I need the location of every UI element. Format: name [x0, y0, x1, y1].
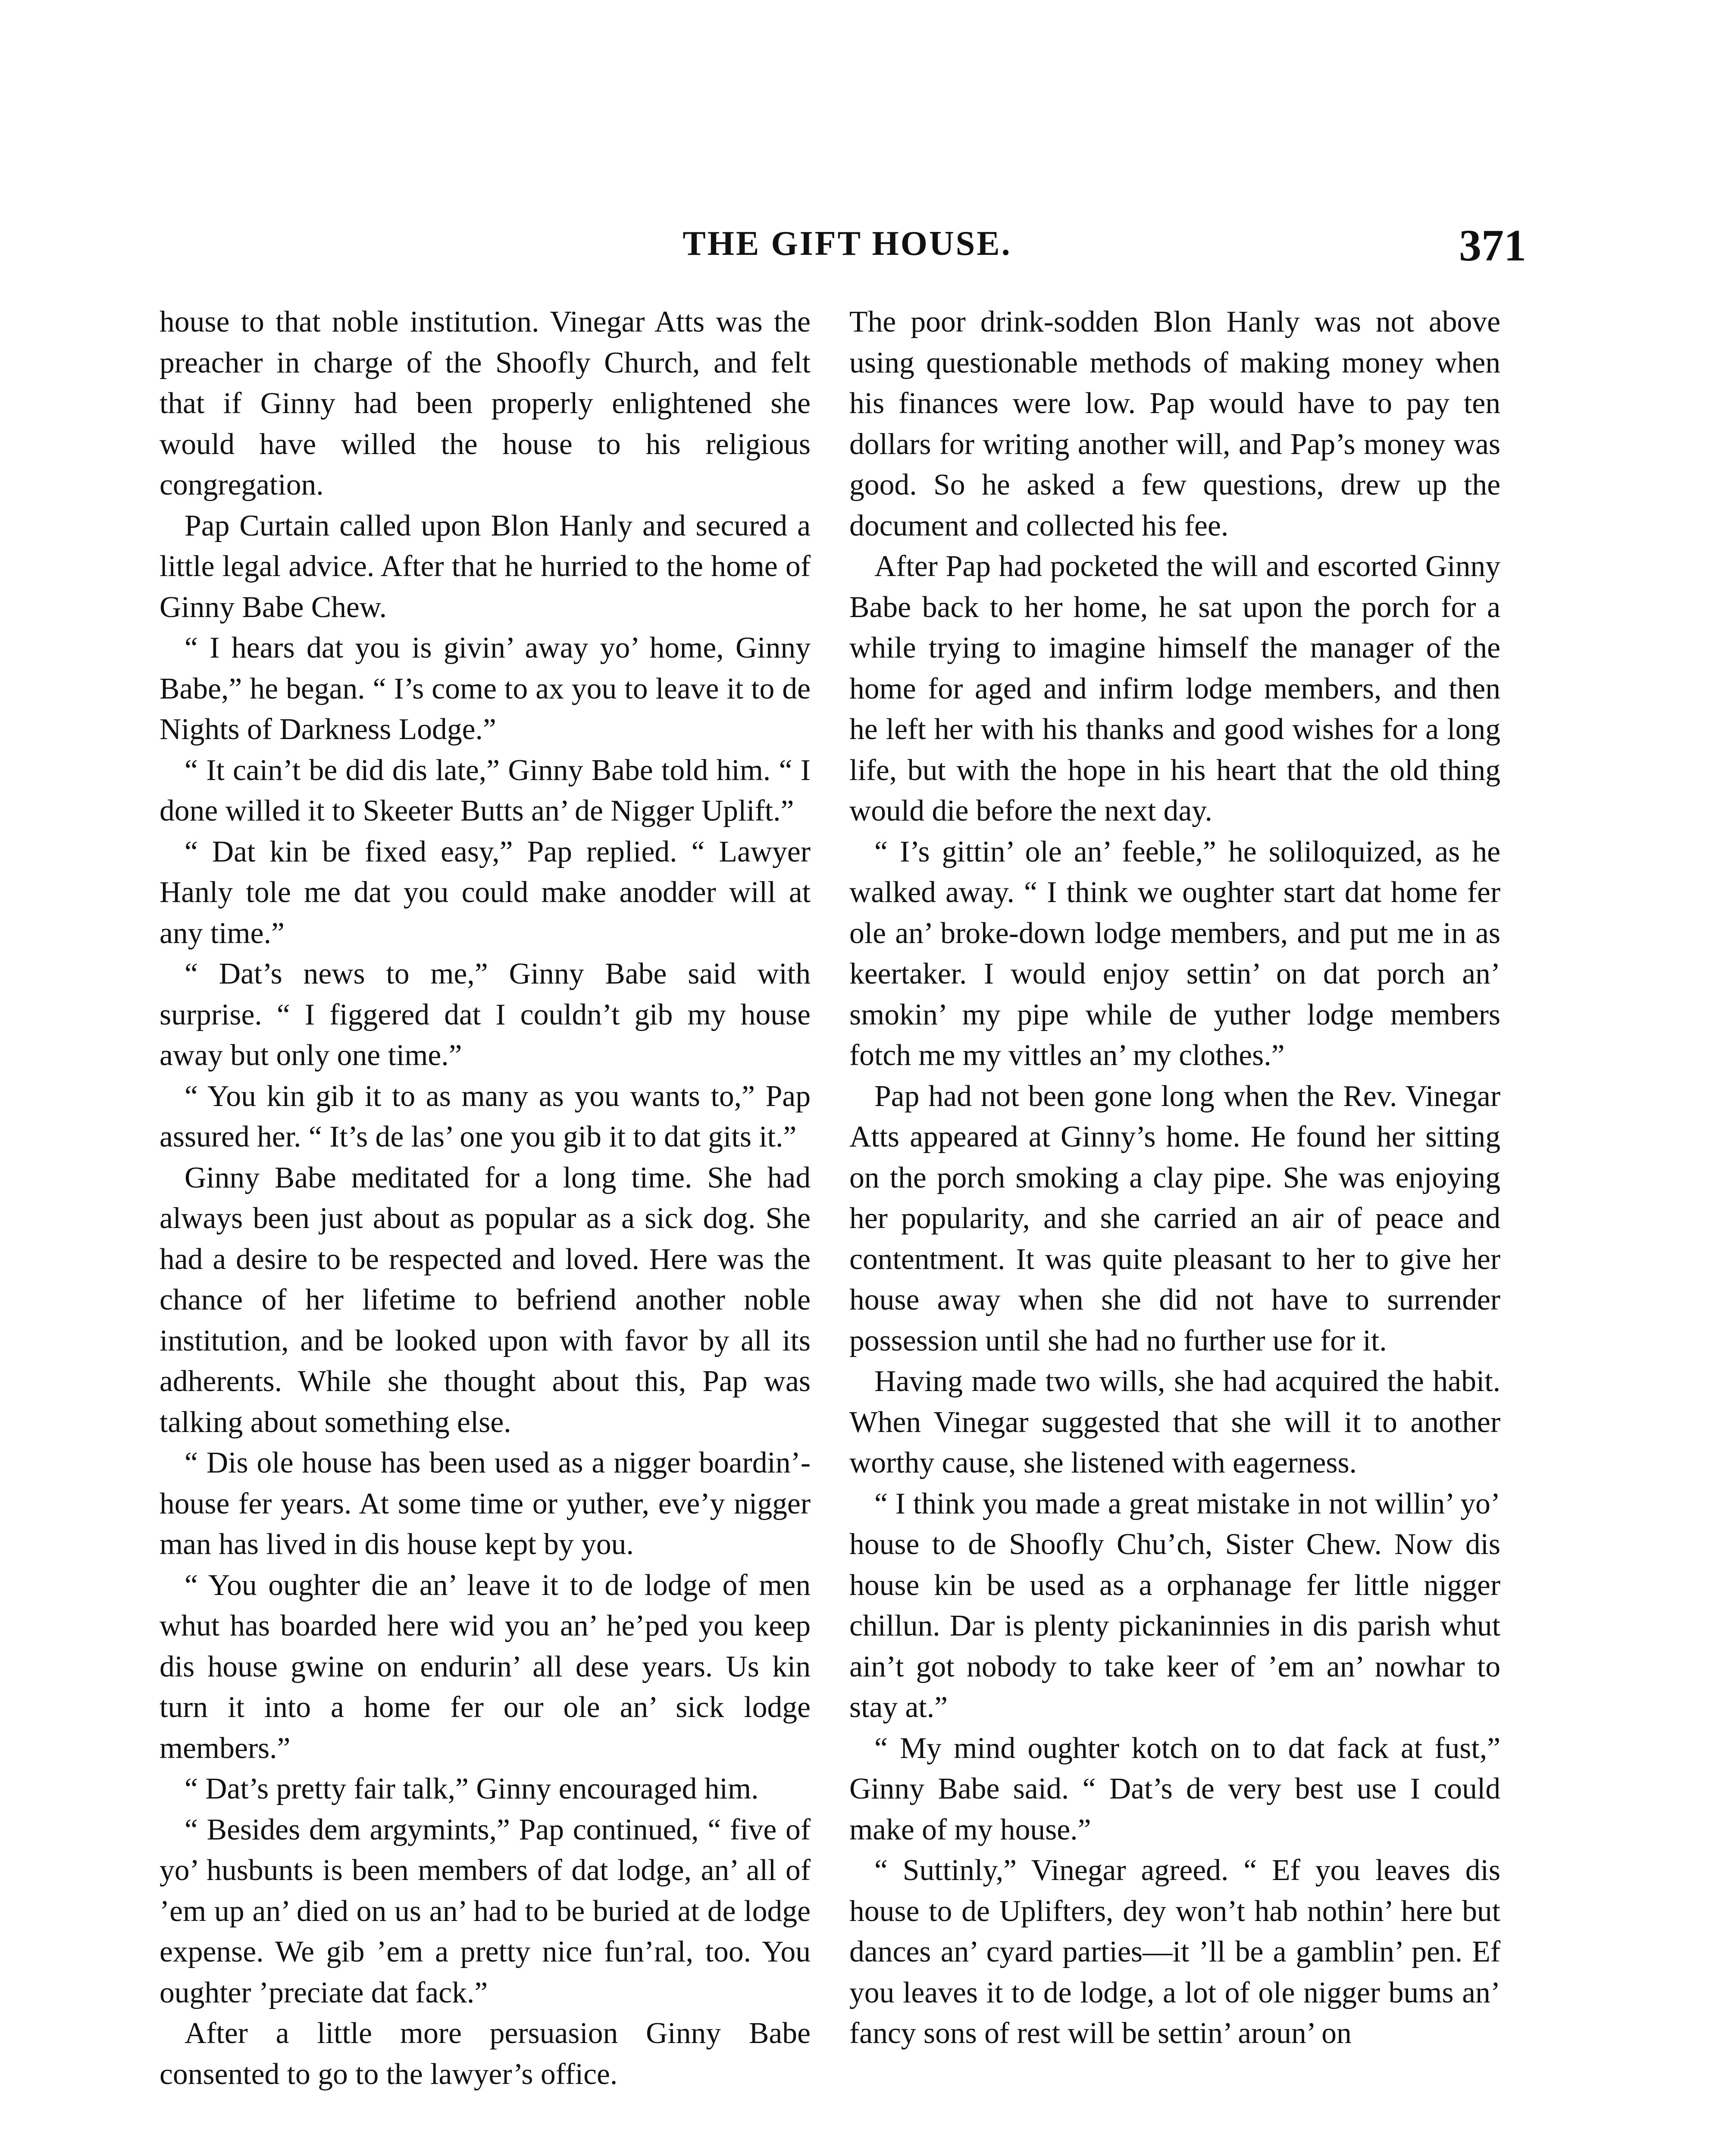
right-column [849, 302, 1500, 2156]
running-title: THE GIFT HOUSE. [683, 225, 1012, 263]
paragraph: “ I’s gittin’ ole an’ feeble,” he soliloquized, as he walked away. “ I think we oughter start dat home fer ole an’ broke-down lodge members, and put me in as keertaker. I would enjoy settin’ on dat porch an’ smokin’ my pipe while de yuther lodge members fotch me my vittles an’ my clothes.” [849, 835, 1500, 1072]
paragraph: Having made two wills, she had acquired the habit. When Vinegar suggested that she will it to another worthy cause, she listened with eagerness. [849, 1365, 1500, 1479]
paragraph: Ginny Babe meditated for a long time. She had always been just about as popular as a sick dog. She had a desire to be respected and loved. Here was the chance of her lifetime to befriend another noble institution, and be looked upon with favor by all its adherents. While she thought about this, Pap was talking about something else. [160, 1161, 811, 1439]
page-number: 371 [1459, 221, 1526, 270]
paragraph: “ Besides dem argymints,” Pap continued, “ five of yo’ husbunts is been members of dat lodge, an’ all of ’em up an’ died on us an’ had to be buried at de lodge expense. We gib ’em a pretty nice fun’ral, too. You oughter ’preciate dat fack.” [160, 1813, 811, 2009]
paragraph: “ Dat kin be fixed easy,” Pap replied. “ Lawyer Hanly tole me dat you could make anodder will at any time.” [160, 835, 811, 950]
paragraph: “ Dat’s pretty fair talk,” Ginny encouraged him. [185, 1772, 759, 1805]
paragraph: Pap Curtain called upon Blon Hanly and secured a little legal advice. After that he hurried to the home of Ginny Babe Chew. [160, 509, 811, 624]
paragraph: “ Dis ole house has been used as a nigger boardin’-house fer years. At some time or yuther, eve’y nigger man has lived in dis house kept by you. [160, 1446, 811, 1561]
paragraph: “ You kin gib it to as many as you wants to,” Pap assured her. “ It’s de las’ one you gib it to dat gits it.” [160, 1079, 811, 1153]
paragraph: Pap had not been gone long when the Rev. Vinegar Atts appeared at Ginny’s home. He found her sitting on the porch smoking a clay pipe. She was enjoying her popularity, and she carried an air of peace and contentment. It was quite pleasant to her to give her house away when she did not have to surrender possession until she had no further use for it. [849, 1079, 1500, 1357]
running-header [168, 221, 1526, 285]
paragraph: “ It cain’t be did dis late,” Ginny Babe told him. “ I done willed it to Skeeter Butts an’ de Nigger Uplift.” [160, 753, 811, 827]
paragraph: house to that noble institution. Vinegar Atts was the preacher in charge of the Shoofly Church, and felt that if Ginny had been properly enlightened she would have willed the house to his religious congregation. [160, 305, 811, 501]
paragraph: “ I think you made a great mistake in not willin’ yo’ house to de Shoofly Chu’ch, Sister Chew. Now dis house kin be used as a orphanage fer little nigger chillun. Dar is plenty pickaninnies in dis parish whut ain’t got nobody to take keer of ’em an’ nowhar to stay at.” [849, 1487, 1500, 1724]
paragraph: The poor drink-sodden Blon Hanly was not above using questionable methods of making money when his finances were low. Pap would have to pay ten dollars for writing another will, and Pap’s money was good. So he asked a few questions, drew up the document and collected his fee. [849, 305, 1500, 542]
paragraph: After a little more persuasion Ginny Babe consented to go to the lawyer’s office. [160, 2017, 811, 2091]
paragraph: After Pap had pocketed the will and escorted Ginny Babe back to her home, he sat upon the porch for a while trying to imagine himself the manager of the home for aged and infirm lodge members, and then he left her with his thanks and good wishes for a long life, but with the hope in his heart that the old thing would die before the next day. [849, 550, 1500, 827]
paragraph: “ Suttinly,” Vinegar agreed. “ Ef you leaves dis house to de Uplifters, dey won’t hab nothin’ here but dances an’ cyard parties—it ’ll be a gamblin’ pen. Ef you leaves it to de lodge, a lot of ole nigger bums an’ fancy sons of rest will be settin’ aroun’ on [849, 1854, 1500, 2050]
left-column [160, 302, 811, 2156]
paragraph: “ I hears dat you is givin’ away yo’ home, Ginny Babe,” he began. “ I’s come to ax you to leave it to de Nights of Darkness Lodge.” [160, 631, 811, 746]
paragraph: “ My mind oughter kotch on to dat fack at fust,” Ginny Babe said. “ Dat’s de very best use I could make of my house.” [849, 1731, 1500, 1846]
paragraph: “ You oughter die an’ leave it to de lodge of men whut has boarded here wid you an’ he’ped you keep dis house gwine on endurin’ all dese years. Us kin turn it into a home fer our ole an’ sick lodge members.” [160, 1568, 811, 1765]
paragraph: “ Dat’s news to me,” Ginny Babe said with surprise. “ I figgered dat I couldn’t gib my house away but only one time.” [160, 957, 811, 1072]
